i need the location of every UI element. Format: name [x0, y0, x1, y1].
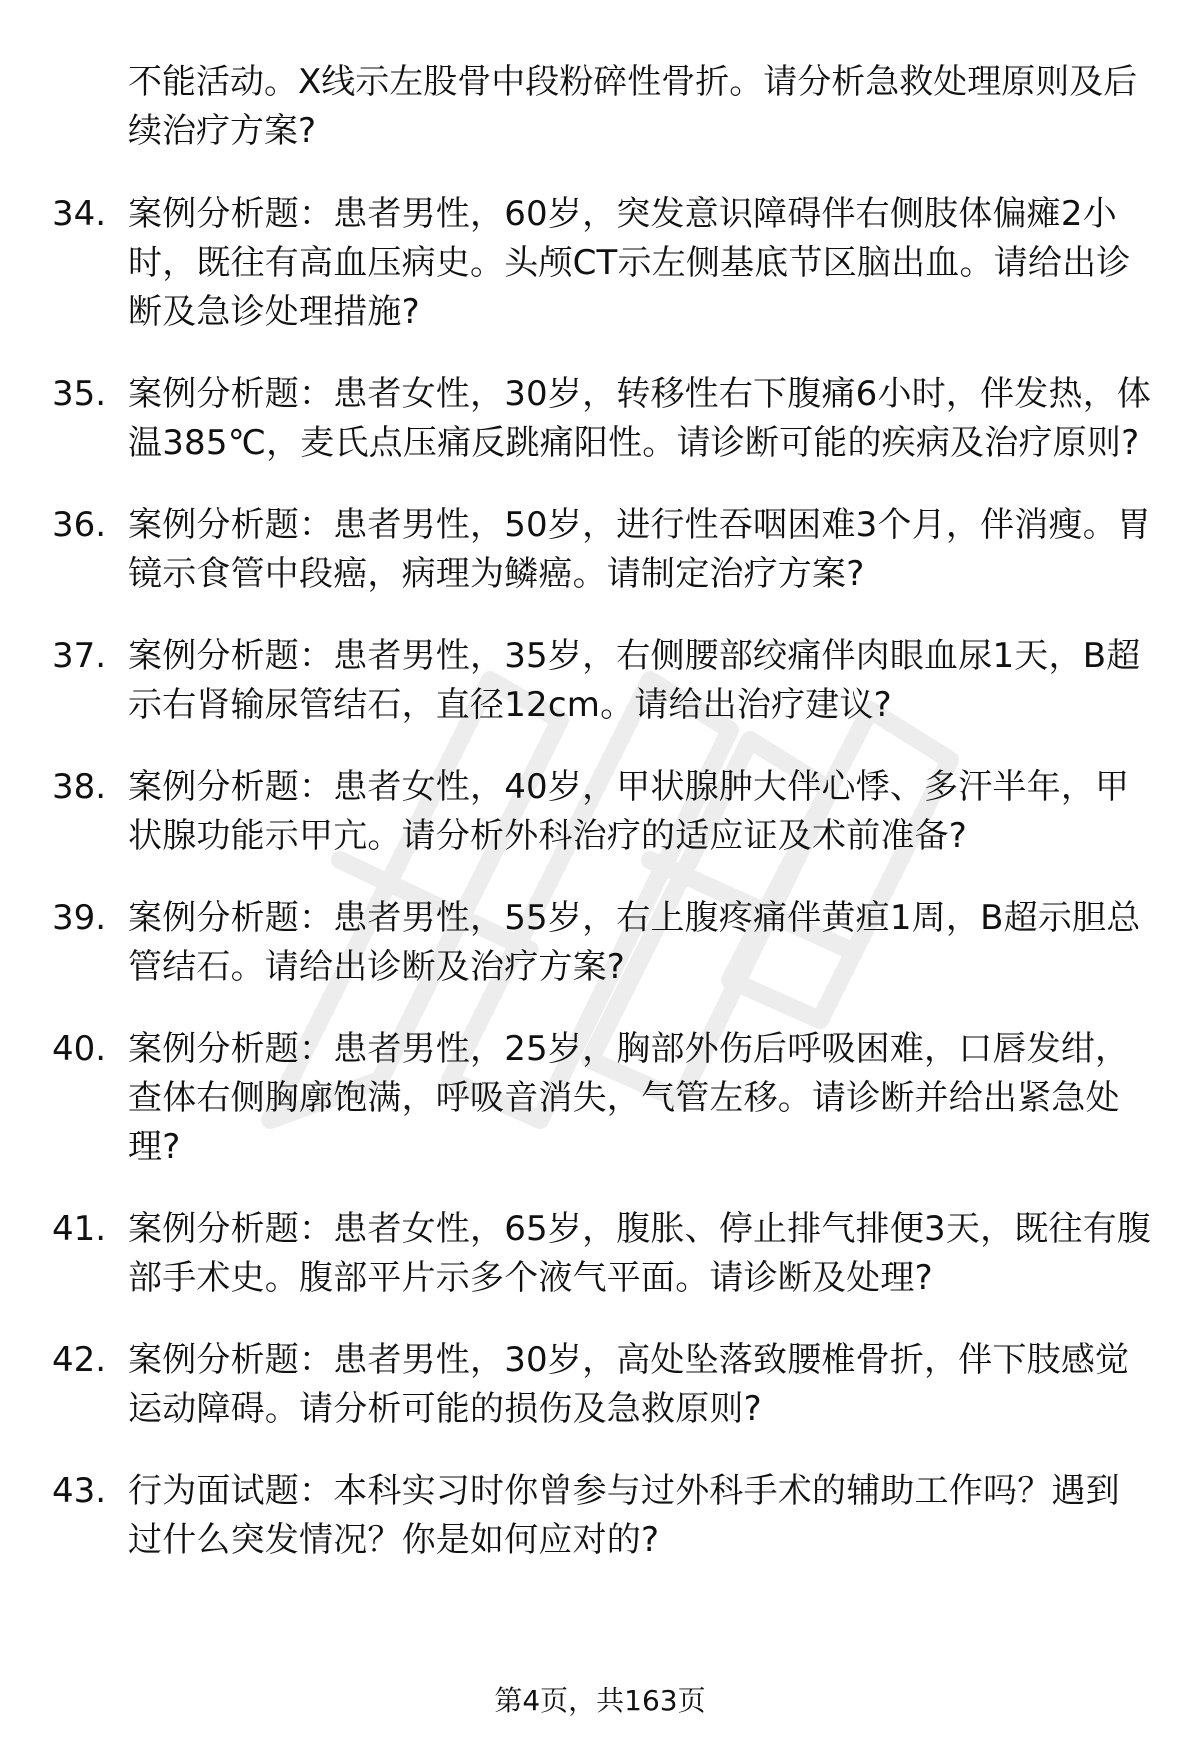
question-item: [52, 1205, 1152, 1303]
question-text: 案例分析题：患者男性，25岁，胸部外伤后呼吸困难，口唇发绀，查体右侧胸廓饱满，呼吸音消失，气管左移。请诊断并给出紧急处理?: [128, 1029, 1130, 1167]
continued-question-text: 不能活动。X线示左股骨中段粉碎性骨折。请分析急救处理原则及后续治疗方案?: [128, 62, 1138, 151]
question-number: 34.: [52, 194, 107, 234]
question-number: 38.: [52, 767, 107, 807]
question-text: 案例分析题：患者男性，30岁，高处坠落致腰椎骨折，伴下肢感觉运动障碍。请分析可能的损伤及急救原则?: [128, 1340, 1130, 1429]
question-text: 案例分析题：患者女性，30岁，转移性右下腹痛6小时，伴发热，体温385℃，麦氏点压痛反跳痛阳性。请诊断可能的疾病及治疗原则?: [128, 374, 1152, 463]
question-number: 43.: [52, 1471, 107, 1511]
question-item: [52, 894, 1152, 992]
question-text: 案例分析题：患者男性，50岁，进行性吞咽困难3个月，伴消瘦。胃镜示食管中段癌，病理为鳞癌。请制定治疗方案?: [128, 505, 1152, 594]
question-text: 行为面试题：本科实习时你曾参与过外科手术的辅助工作吗？遇到过什么突发情况？你是如何应对的?: [128, 1471, 1120, 1560]
question-number: 42.: [52, 1340, 107, 1380]
question-text: 案例分析题：患者男性，55岁，右上腹疼痛伴黄疸1周，B超示胆总管结石。请给出诊断及治疗方案?: [128, 898, 1141, 987]
question-item: [52, 1467, 1152, 1565]
question-item: [52, 763, 1152, 861]
question-number: 41.: [52, 1209, 107, 1249]
question-list: [52, 58, 1152, 1598]
question-number: 35.: [52, 374, 107, 414]
question-text: 案例分析题：患者女性，40岁，甲状腺肿大伴心悸、多汗半年，甲状腺功能示甲亢。请分析外科治疗的适应证及术前准备?: [128, 767, 1130, 856]
question-text: 案例分析题：患者男性，35岁，右侧腰部绞痛伴肉眼血尿1天，B超示右肾输尿管结石，直径12cm。请给出治疗建议?: [128, 636, 1141, 725]
question-number: 39.: [52, 898, 107, 938]
question-number: 37.: [52, 636, 107, 676]
page-footer: 第4页，共163页: [494, 1684, 706, 1717]
question-item: [52, 632, 1152, 730]
question-item: [52, 501, 1152, 599]
question-number: 36.: [52, 505, 107, 545]
question-item: [52, 1336, 1152, 1434]
question-item: [52, 1025, 1152, 1172]
question-text: 案例分析题：患者男性，60岁，突发意识障碍伴右侧肢体偏瘫2小时，既往有高血压病史。头颅CT示左侧基底节区脑出血。请给出诊断及急诊处理措施?: [128, 194, 1131, 332]
question-item: [52, 370, 1152, 468]
question-number: 40.: [52, 1029, 107, 1069]
question-text: 案例分析题：患者女性，65岁，腹胀、停止排气排便3天，既往有腹部手术史。腹部平片示多个液气平面。请诊断及处理?: [128, 1209, 1152, 1298]
question-item: [52, 190, 1152, 337]
